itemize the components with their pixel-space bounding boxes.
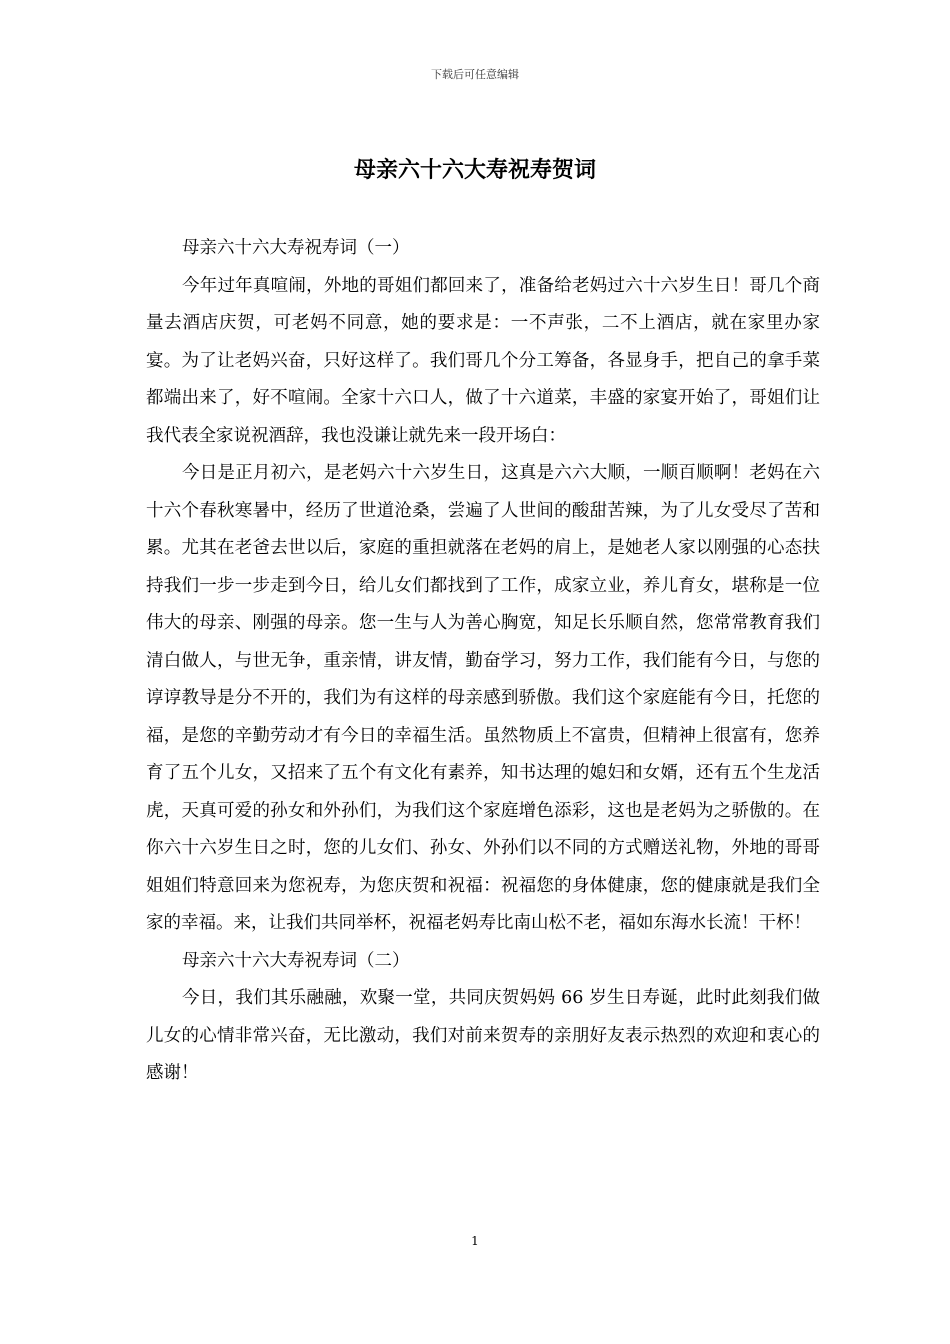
header-note: 下载后可任意编辑: [431, 68, 519, 81]
section-heading-1: 母亲六十六大寿祝寿词（一）: [182, 238, 410, 258]
paragraph: 今日，我们其乐融融，欢聚一堂，共同庆贺妈妈 66 岁生日寿诞，此时此刻我们做儿女的心情非常兴奋，无比激动，我们对前来贺寿的亲朋好友表示热烈的欢迎和衷心的感谢！: [146, 988, 820, 1083]
document-body: [146, 230, 820, 1093]
page-number: 1: [471, 1234, 479, 1248]
section-heading-2: 母亲六十六大寿祝寿词（二）: [182, 950, 410, 971]
paragraph: 今年过年真喧闹，外地的哥姐们都回来了，准备给老妈过六十六岁生日！哥几个商量去酒店庆贺，可老妈不同意，她的要求是：一不声张，二不上酒店，就在家里办家宴。为了让老妈兴奋，只好这样了。我们哥几个分工筹备，各显身手，把自己的拿手菜都端出来了，好不喧闹。全家十六口人，做了十六道菜，丰盛的家宴开始了，哥姐们让我代表全家说祝酒辞，我也没谦让就先来一段开场白：: [146, 275, 820, 446]
paragraph: 今日是正月初六，是老妈六十六岁生日，这真是六六大顺，一顺百顺啊！老妈在六十六个春秋寒暑中，经历了世道沧桑，尝遍了人世间的酸甜苦辣，为了儿女受尽了苦和累。尤其在老爸去世以后，家庭的重担就落在老妈的肩上，是她老人家以刚强的心态扶持我们一步一步走到今日，给儿女们都找到了工作，成家立业，养儿育女，堪称是一位伟大的母亲、刚强的母亲。您一生与人为善心胸宽，知足长乐顺自然，您常常教育我们清白做人，与世无争，重亲情，讲友情，勤奋学习，努力工作，我们能有今日，与您的谆谆教导是分不开的，我们为有这样的母亲感到骄傲。我们这个家庭能有今日，托您的福，是您的辛勤劳动才有今日的幸福生活。虽然物质上不富贵，但精神上很富有，您养育了五个儿女，又招来了五个有文化有素养，知书达理的媳妇和女婿，还有五个生龙活虎，天真可爱的孙女和外孙们，为我们这个家庭增色添彩，这也是老妈为之骄傲的。在你六十六岁生日之时，您的儿女们、孙女、外孙们以不同的方式赠送礼物，外地的哥哥姐姐们特意回来为您祝寿，为您庆贺和祝福：祝福您的身体健康，您的健康就是我们全家的幸福。来，让我们共同举杯，祝福老妈寿比南山松不老，福如东海水长流！干杯！: [146, 463, 820, 933]
document-title: 母亲六十六大寿祝寿贺词: [353, 157, 596, 183]
